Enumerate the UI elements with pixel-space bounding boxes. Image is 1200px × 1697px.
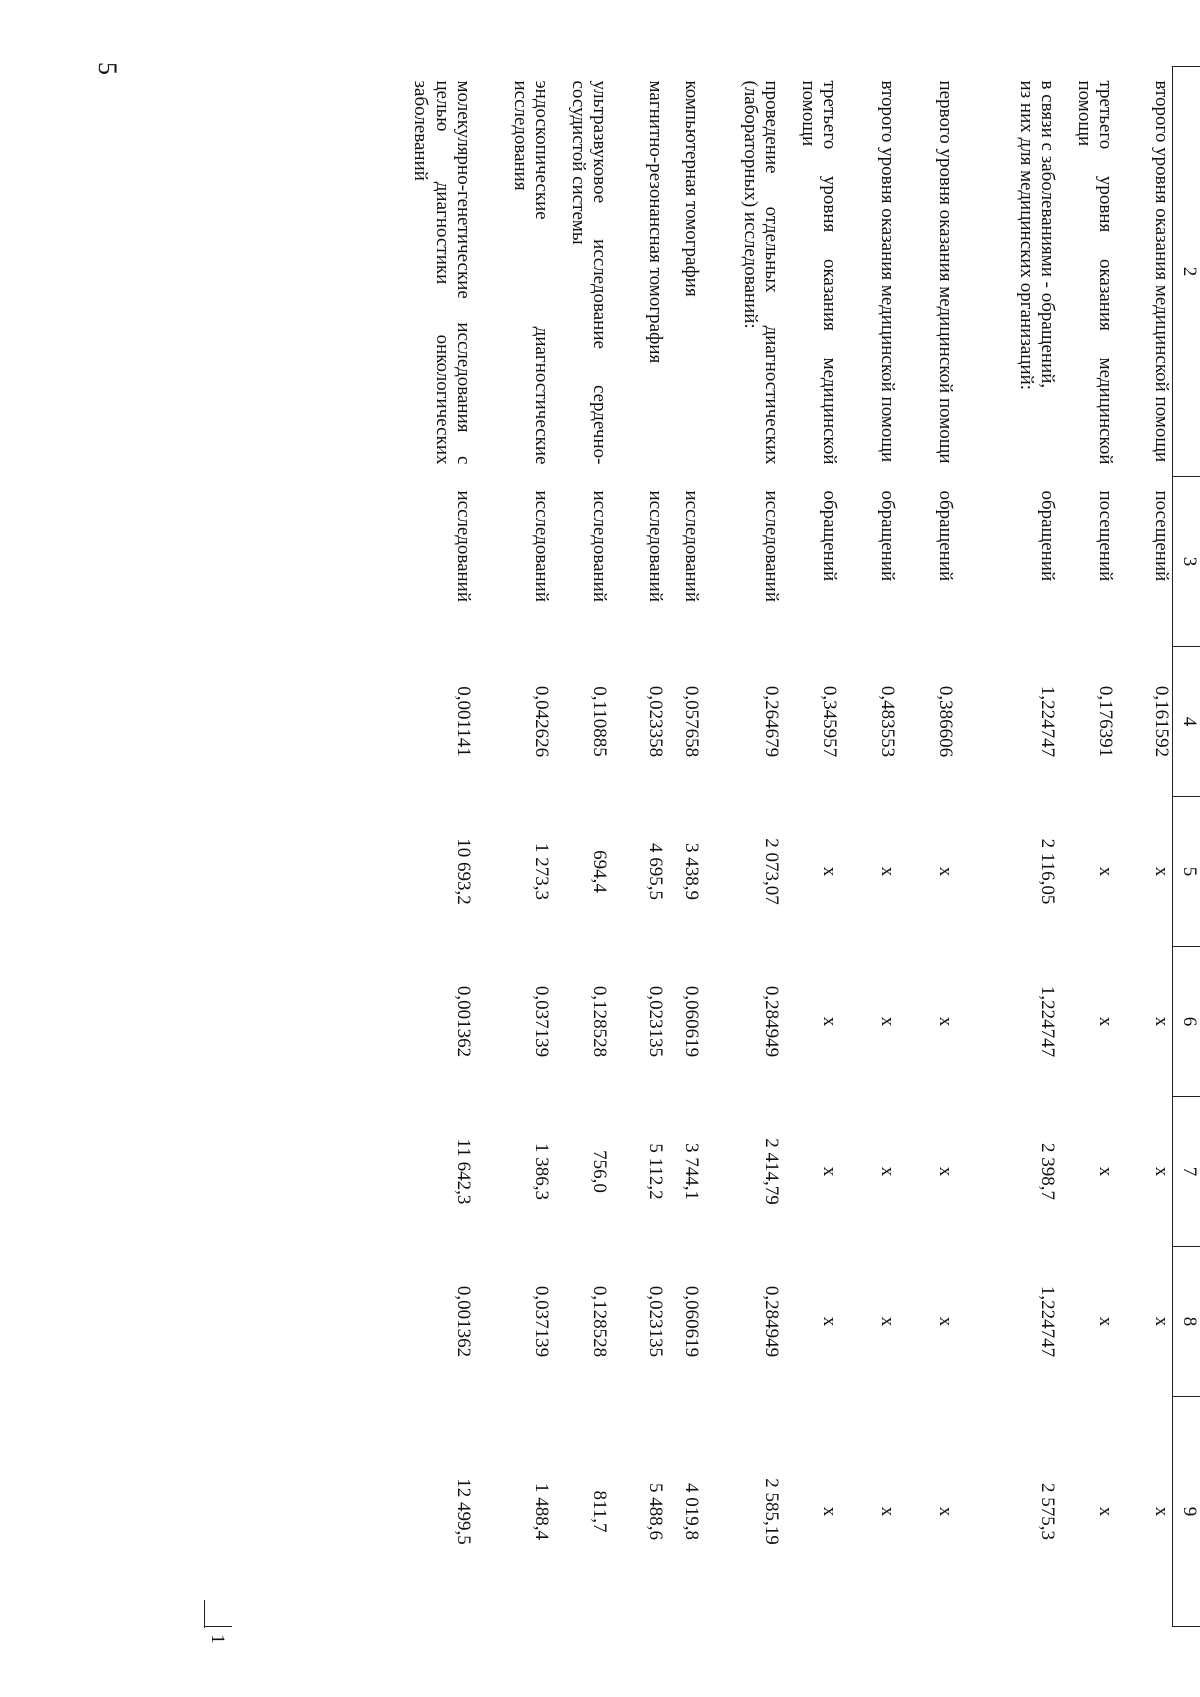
cell-col8: х	[819, 1316, 840, 1327]
cell-col7: 756,0	[589, 1150, 610, 1193]
cell-col8: х	[935, 1316, 956, 1327]
cell-col9: х	[1151, 1506, 1172, 1517]
column-1-rule	[204, 1626, 232, 1627]
cell-col8: х	[1151, 1316, 1172, 1327]
cell-col5: 4 695,5	[645, 843, 666, 900]
row-unit: обращений	[819, 490, 840, 582]
rotated-table-container	[204, 66, 1200, 1626]
cell-col6: х	[877, 1016, 898, 1027]
cell-col6: 0,060619	[681, 985, 702, 1058]
cell-col6: х	[935, 1016, 956, 1027]
cell-col9: 1 488,4	[531, 1483, 552, 1540]
cell-col4: 1,224747	[1037, 685, 1058, 758]
cell-col9: 2 585,19	[761, 1478, 782, 1545]
table-row	[782, 67, 840, 1627]
row-name: второго уровня оказания медицинской помощи	[1151, 80, 1172, 463]
cell-col8: 0,037139	[531, 1285, 552, 1358]
table-row	[956, 67, 1058, 1627]
cell-col9: 4 019,8	[681, 1483, 702, 1540]
cell-col6: 0,023135	[645, 985, 666, 1058]
row-name: эндоскопические диагностические исследования	[509, 80, 552, 465]
table-row	[666, 67, 702, 1627]
table-row	[1058, 67, 1116, 1627]
column-header-4: 4	[1173, 647, 1200, 797]
cell-col4: 0,483553	[877, 685, 898, 758]
column-header-1: 1	[207, 1634, 228, 1644]
row-name-line2: из них для медицинских организаций:	[1015, 80, 1037, 391]
cell-col7: х	[1095, 1166, 1116, 1177]
row-unit: исследований	[531, 490, 552, 603]
table-row	[702, 67, 782, 1627]
cell-col6: 1,224747	[1037, 985, 1058, 1058]
cell-col7: 5 112,2	[645, 1143, 666, 1200]
cell-col8: х	[1095, 1316, 1116, 1327]
table-row	[898, 67, 956, 1627]
row-name: ультразвуковое исследование сердечно-сосудистой системы	[567, 80, 610, 465]
row-name: магнитно-резонансная томография	[645, 80, 666, 364]
cell-col5: 1 273,3	[531, 843, 552, 900]
cell-col5: 3 438,9	[681, 843, 702, 900]
cell-col4: 0,001141	[453, 686, 474, 757]
cell-col4: 0,176391	[1095, 685, 1116, 758]
data-table	[386, 66, 1200, 1627]
cell-col6: х	[1095, 1016, 1116, 1027]
cell-col7: х	[877, 1166, 898, 1177]
cell-col5: х	[819, 866, 840, 877]
cell-col5: 694,4	[589, 850, 610, 893]
table-row	[552, 67, 610, 1627]
cell-col4: 0,161592	[1151, 685, 1172, 758]
cell-col9: 811,7	[589, 1490, 610, 1533]
cell-col7: 2 398,7	[1037, 1143, 1058, 1200]
cell-col9: х	[819, 1506, 840, 1517]
page-number: 5	[93, 62, 122, 75]
row-name: проведение отдельных диагностических (лабораторных) исследований:	[739, 80, 782, 465]
cell-col7: х	[819, 1166, 840, 1177]
column-header-7: 7	[1173, 1097, 1200, 1247]
table-row	[474, 67, 552, 1627]
cell-col7: 3 744,1	[681, 1143, 702, 1200]
row-unit: исследований	[761, 490, 782, 603]
column-header-1-box	[204, 1626, 230, 1652]
column-header-8: 8	[1173, 1247, 1200, 1397]
cell-col7: х	[1151, 1166, 1172, 1177]
row-unit: исследований	[681, 490, 702, 603]
column-header-2: 2	[1173, 67, 1200, 477]
cell-col9: 12 499,5	[453, 1478, 474, 1545]
cell-col5: х	[1095, 866, 1116, 877]
header-bottom-rule-extension	[204, 1600, 205, 1628]
cell-col8: 0,284949	[761, 1285, 782, 1358]
cell-col4: 0,386606	[935, 685, 956, 758]
row-unit: исследований	[589, 490, 610, 603]
cell-col4: 0,264679	[761, 685, 782, 758]
cell-col5: х	[877, 866, 898, 877]
cell-col9: х	[935, 1506, 956, 1517]
row-name: второго уровня оказания медицинской помощи	[877, 80, 898, 463]
cell-col6: х	[1151, 1016, 1172, 1027]
cell-col9: х	[877, 1506, 898, 1517]
cell-col7: х	[935, 1166, 956, 1177]
column-header-9: 9	[1173, 1397, 1200, 1627]
cell-col5: 2 116,05	[1037, 838, 1058, 905]
cell-col8: 1,224747	[1037, 1285, 1058, 1358]
table-row	[610, 67, 666, 1627]
cell-col6: 0,037139	[531, 985, 552, 1058]
cell-col7: 1 386,3	[531, 1143, 552, 1200]
row-name: компьютерная томография	[681, 80, 702, 297]
row-name	[956, 67, 1058, 477]
cell-col4: 0,042626	[531, 685, 552, 758]
table-row	[840, 67, 898, 1627]
cell-col8: 0,060619	[681, 1285, 702, 1358]
cell-col4: 0,057658	[681, 685, 702, 758]
cell-col9: 5 488,6	[645, 1483, 666, 1540]
cell-col4: 0,110885	[589, 686, 610, 757]
row-name: третьего уровня оказания медицинской помощи	[797, 80, 840, 465]
row-unit: посещений	[1095, 490, 1116, 582]
row-unit: обращений	[935, 490, 956, 582]
cell-col8: х	[877, 1316, 898, 1327]
header-row	[1173, 67, 1200, 1627]
column-header-5: 5	[1173, 797, 1200, 947]
cell-col5: 10 693,2	[453, 838, 474, 905]
column-header-3: 3	[1173, 477, 1200, 647]
table-row	[1116, 67, 1173, 1627]
row-unit: исследований	[645, 490, 666, 603]
row-name: третьего уровня оказания медицинской помощи	[1073, 80, 1116, 465]
cell-col4: 0,345957	[819, 685, 840, 758]
cell-col6: 0,128528	[589, 985, 610, 1058]
cell-col7: 11 642,3	[453, 1138, 474, 1205]
row-unit: обращений	[877, 490, 898, 582]
row-name-line1: в связи с заболеваниями - обращений,	[1037, 80, 1058, 389]
cell-col8: 0,001362	[453, 1285, 474, 1358]
cell-col5: х	[1151, 866, 1172, 877]
column-header-6: 6	[1173, 947, 1200, 1097]
cell-col9: 2 575,3	[1037, 1483, 1058, 1540]
cell-col5: х	[935, 866, 956, 877]
cell-col5: 2 073,07	[761, 838, 782, 905]
cell-col8: 0,023135	[645, 1285, 666, 1358]
table-row	[386, 67, 474, 1627]
cell-col9: х	[1095, 1506, 1116, 1517]
row-unit: посещений	[1151, 490, 1172, 582]
cell-col4: 0,023358	[645, 685, 666, 758]
cell-col7: 2 414,79	[761, 1138, 782, 1205]
row-name: первого уровня оказания медицинской помощи	[935, 80, 956, 464]
cell-col6: х	[819, 1016, 840, 1027]
cell-col8: 0,128528	[589, 1285, 610, 1358]
row-unit: обращений	[1037, 490, 1058, 582]
cell-col6: 0,284949	[761, 985, 782, 1058]
row-name: молекулярно-генетические исследования с целью диагностики онкологических заболеваний	[410, 80, 474, 465]
cell-col6: 0,001362	[453, 985, 474, 1058]
row-unit: исследований	[453, 490, 474, 603]
